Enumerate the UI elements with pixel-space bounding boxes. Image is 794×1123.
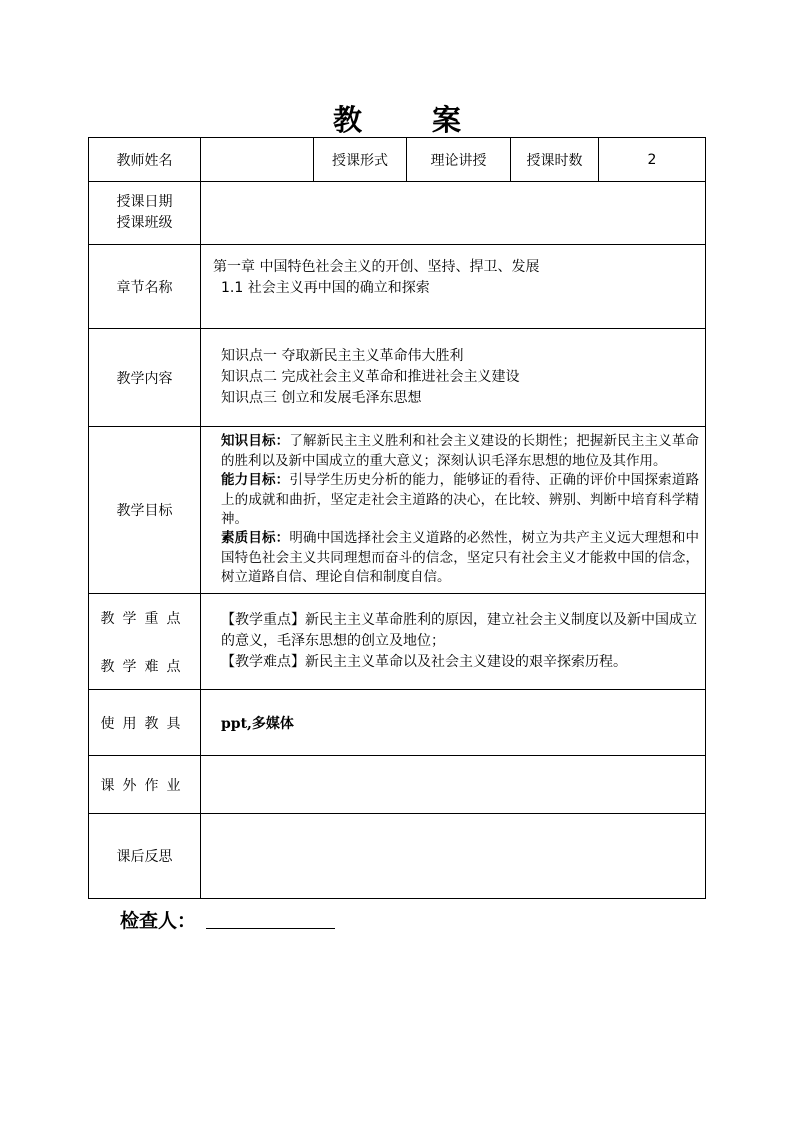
objectives-row (89, 427, 706, 594)
date-class-row (89, 182, 706, 245)
key-points-label (89, 594, 201, 690)
key-point-text: 【教学重点】新民主主义革命胜利的原因，建立社会主义制度以及新中国成立的意义，毛泽东思想的创立及地位； (221, 612, 697, 649)
tools-value (201, 690, 706, 756)
quality-objective-tag: 素质目标： (221, 530, 290, 547)
difficulty-label: 教学难点 (100, 658, 189, 675)
reflection-row (89, 814, 706, 899)
content-value (201, 329, 706, 427)
content-row (89, 329, 706, 427)
knowledge-point-1: 知识点一 夺取新民主主义革命伟大胜利 (221, 348, 464, 364)
objectives-label: 教学目标 (89, 427, 201, 594)
date-class-label (89, 182, 201, 245)
objectives-value (201, 427, 706, 594)
key-points-row (89, 594, 706, 690)
knowledge-point-2: 知识点二 完成社会主义革命和推进社会主义建设 (221, 369, 520, 385)
homework-row (89, 756, 706, 814)
tools-row (89, 690, 706, 756)
class-label: 授课班级 (116, 215, 173, 231)
inspector-label: 检查人： (120, 910, 197, 932)
header-row (89, 138, 706, 182)
date-label: 授课日期 (116, 194, 173, 210)
lesson-plan-table (88, 137, 706, 899)
reflection-value (201, 814, 706, 899)
homework-value (201, 756, 706, 814)
teaching-hours-value: 2 (599, 138, 706, 182)
page-title: 教 案 (332, 103, 492, 137)
knowledge-objective-text: 了解新民主主义胜利和社会主义建设的长期性；把握新民主主义革命的胜利以及新中国成立的重大意义；深刻认识毛泽东思想的地位及其作用。 (221, 433, 700, 469)
inspector-signature-line[interactable] (206, 928, 335, 929)
teaching-form-label: 授课形式 (314, 138, 407, 182)
chapter-line-1: 第一章 中国特色社会主义的开创、坚持、捍卫、发展 (213, 259, 540, 275)
date-class-value (201, 182, 706, 245)
chapter-value (201, 245, 706, 329)
knowledge-objective-tag: 知识目标： (221, 433, 290, 450)
difficulty-text: 【教学难点】新民主主义革命以及社会主义建设的艰辛探索历程。 (221, 654, 627, 670)
key-points-value (201, 594, 706, 690)
chapter-label: 章节名称 (89, 245, 201, 329)
teacher-name-value (201, 138, 314, 182)
ability-objective-tag: 能力目标： (221, 472, 290, 489)
teacher-name-label: 教师姓名 (89, 138, 201, 182)
key-point-label: 教学重点 (100, 610, 189, 627)
teaching-form-value: 理论讲授 (407, 138, 511, 182)
ability-objective-text: 引导学生历史分析的能力，能够证的看待、正确的评价中国探索道路上的成就和曲折，坚定走社会主道路的决心，在比较、辨别、判断中培育科学精神。 (221, 472, 700, 527)
quality-objective-text: 明确中国选择社会主义道路的必然性，树立为共产主义远大理想和中国特色社会主义共同理想而奋斗的信念，坚定只有社会主义才能救中国的信念，树立道路自信、理论自信和制度自信。 (221, 530, 700, 586)
content-label: 教学内容 (89, 329, 201, 427)
chapter-line-2: 1.1 社会主义再中国的确立和探索 (221, 280, 430, 296)
tools-text: ppt,多媒体 (221, 715, 294, 732)
teaching-hours-label: 授课时数 (511, 138, 599, 182)
reflection-label: 课后反思 (89, 814, 201, 899)
chapter-row (89, 245, 706, 329)
knowledge-point-3: 知识点三 创立和发展毛泽东思想 (221, 390, 422, 406)
tools-label: 使用教具 (89, 690, 201, 756)
homework-label: 课外作业 (89, 756, 201, 814)
